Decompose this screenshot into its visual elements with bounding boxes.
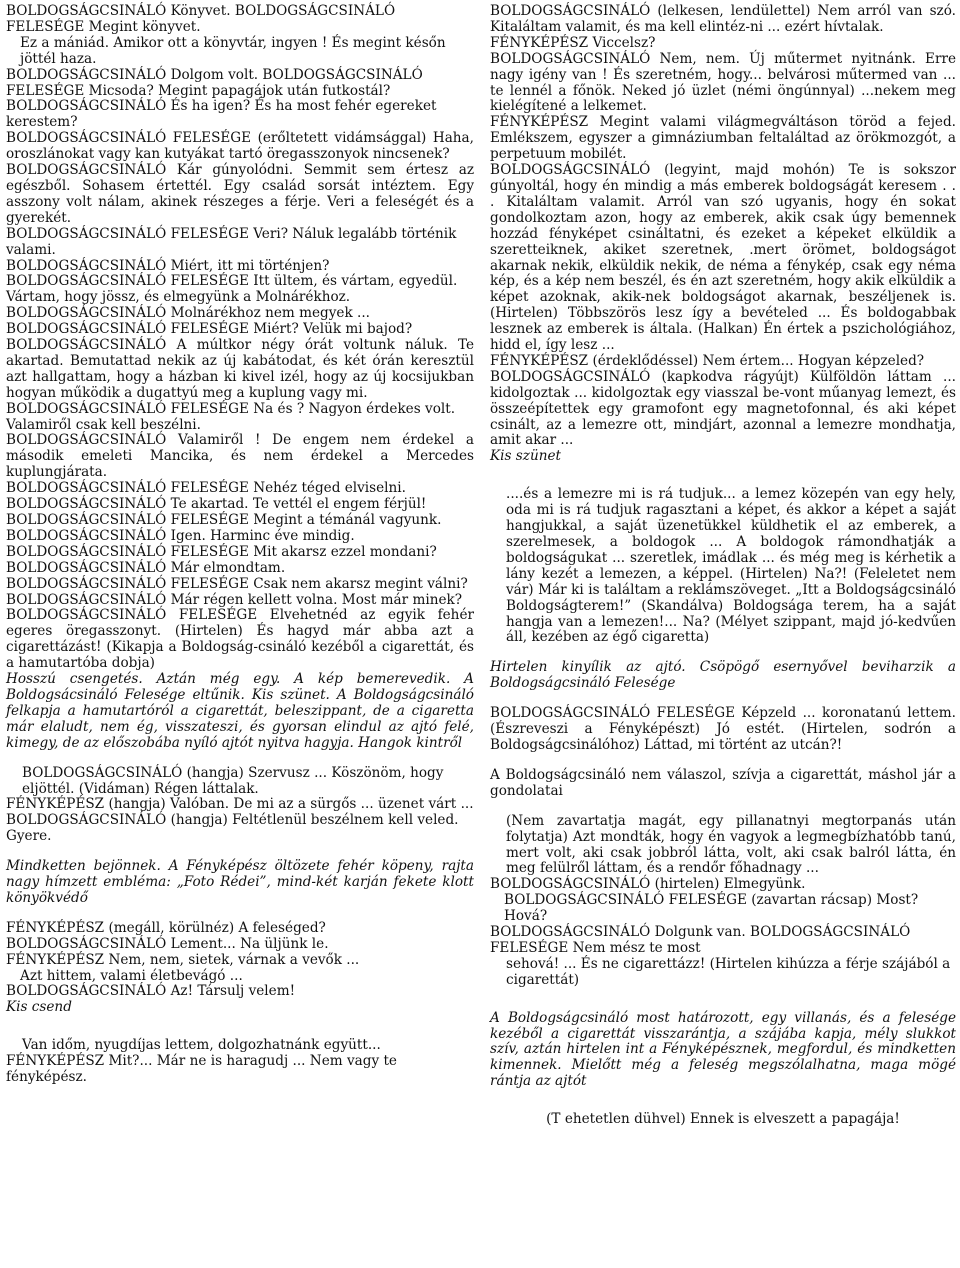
right-paragraph: FÉNYKÉPÉSZ Megint valami világmegváltáson töröd a fejed. Emlékszem, egyszer a gimnáziumban feltaláltad az örökmozgót, a perpetuum mobilét. — [490, 114, 956, 163]
left-paragraph: BOLDOGSÁGCSINÁLÓ Miért, itt mi történjen? — [6, 257, 330, 274]
left-paragraph: BOLDOGSÁGCSINÁLÓ Könyvet. BOLDOGSÁGCSINÁLÓ FELESÉGE Megint könyvet. — [6, 3, 396, 35]
left-paragraph: BOLDOGSÁGCSINÁLÓ FELESÉGE Csak nem akarsz megint válni? — [6, 575, 468, 592]
right-paragraph: BOLDOGSÁGCSINÁLÓ Dolgunk van. BOLDOGSÁGCSINÁLÓ FELESÉGE Nem mész te most — [490, 924, 911, 956]
left-paragraph: BOLDOGSÁGCSINÁLÓ FELESÉGE Na és ? Nagyon érdekes volt. Valamiről csak kell beszélni. — [6, 400, 456, 433]
left-paragraph: BOLDOGSÁGCSINÁLÓ FELESÉGE (erőltetett vidámsággal) Haha, oroszlánokat vagy kan kutyákat tartó öregasszonyok nincsenek? — [6, 130, 474, 163]
left-paragraph: FÉNYKÉPÉSZ Mit?... Már ne is haragudj ... Nem vagy te fényképész. — [6, 1053, 397, 1086]
left-paragraph: Azt hittem, valami életbevágó ... — [20, 967, 243, 984]
right-column — [490, 4, 956, 1128]
right-paragraph: BOLDOGSÁGCSINÁLÓ (hirtelen) Elmegyünk. — [490, 876, 806, 893]
left-paragraph: BOLDOGSÁGCSINÁLÓ FELESÉGE Itt ültem, és vártam, egyedül. Vártam, hogy jössz, és elmegyünk a Molnárékhoz. — [6, 273, 458, 306]
left-paragraph: BOLDOGSÁGCSINÁLÓ A múltkor négy órát voltunk náluk. Te akartad. Bemutattad nekik az új kabátodat, és két órán keresztül azt hallgattam, hogy a házban ki kivel izél, hogy az új kocsijukban hogyan működik a dugattyú meg a kuplung vagy mi. — [6, 337, 474, 401]
right-paragraph: BOLDOGSÁGCSINÁLÓ (kapkodva rágyújt) Külföldön láttam ... kidolgoztak ... kidolgoztak egy viasszal be-vont műanyag lemezt, és összeépítettek egy gramofont egy magnetofonnal, és aki képet csinált, az a lemezre ott, mindjárt, azonnal a lemezre mondhatja, amit akar ... — [490, 368, 956, 449]
right-paragraph: BOLDOGSÁGCSINÁLÓ FELESÉGE Képzeld ... koronatanú lettem. (Észreveszi a Fényképészt) Jó estét. (Hirtelen, sodrón a Boldogságcsinálóhoz) Láttad, mi történt az utcán?! — [490, 705, 956, 753]
left-paragraph: BOLDOGSÁGCSINÁLÓ Te akartad. Te vettél el engem férjül! — [6, 496, 427, 513]
right-paragraph: sehová! ... És ne cigarettázz! (Hirtelen kihúzza a férje szájából a cigarettát) — [506, 955, 951, 988]
left-paragraph: FÉNYKÉPÉSZ Nem, nem, sietek, várnak a vevők ... — [6, 951, 360, 968]
left-paragraph: BOLDOGSÁGCSINÁLÓ Már elmondtam. — [6, 559, 286, 576]
right-paragraph: FÉNYKÉPÉSZ Viccelsz? — [490, 34, 656, 51]
left-paragraph: BOLDOGSÁGCSINÁLÓ És ha igen? És ha most fehér egereket kerestem? — [6, 98, 437, 131]
left-column — [6, 4, 474, 1086]
left-paragraph: BOLDOGSÁGCSINÁLÓ Az! Társulj velem! — [6, 983, 296, 1000]
right-paragraph: FÉNYKÉPÉSZ (érdeklődéssel) Nem értem... Hogyan képzeled? — [490, 352, 925, 369]
left-paragraph: BOLDOGSÁGCSINÁLÓ Lement... Na üljünk le. — [6, 935, 329, 952]
left-stage-direction: Mindketten bejönnek. A Fényképész öltözete fehér köpeny, rajta nagy hímzett embléma: „Foto Rédei”, mind-két karján fekete klott könyökvédő — [6, 858, 474, 906]
left-paragraph: BOLDOGSÁGCSINÁLÓ (hangja) Szervusz ... Köszönöm, hogy eljöttél. (Vidáman) Régen láttalak. — [22, 764, 444, 797]
left-paragraph: BOLDOGSÁGCSINÁLÓ Igen. Harminc éve mindig. — [6, 527, 355, 544]
left-paragraph: BOLDOGSÁGCSINÁLÓ Kár gúnyolódni. Semmit sem értesz az egészből. Sohasem értettél. Egy család sorsát intéztem. Egy asszony volt nálam, akinek részeges a férje. Veri a feleségét és a gyerekét. — [6, 162, 474, 226]
right-paragraph: (Nem zavartatja magát, egy pillanatnyi megtorpanás után folytatja) Azt mondták, hogy én vagyok a legmegbízhatóbb tanú, mert volt, aki csak jobbról látta, volt, aki csak balról látta, én meg felülről láttam, és a rendőr főhadnagy ... — [506, 812, 956, 877]
right-paragraph: A Boldogságcsináló nem válaszol, szívja a cigarettát, máshol jár a gondolatai — [490, 766, 956, 799]
right-paragraph: (T ehetetlen dühvel) Ennek is elveszett a papagája! — [546, 1111, 900, 1128]
right-paragraph: BOLDOGSÁGCSINÁLÓ (lelkesen, lendülettel) Nem arról van szó. Kitaláltam valamit, és ma kell elintéz-ni ... ezért hívtalak. — [490, 3, 956, 35]
left-paragraph: BOLDOGSÁGCSINÁLÓ FELESÉGE Nehéz téged elviselni. — [6, 480, 406, 497]
left-paragraph: BOLDOGSÁGCSINÁLÓ FELESÉGE Veri? Náluk legalább történik valami. — [6, 225, 457, 258]
right-stage-direction: Hirtelen kinyílik az ajtó. Csöpögő esernyővel beviharzik a Boldogságcsináló Felesége — [490, 659, 956, 692]
left-paragraph: FÉNYKÉPÉSZ (hangja) Valóban. De mi az a sürgős ... üzenet várt ... — [6, 796, 474, 813]
left-paragraph: FÉNYKÉPÉSZ (megáll, körülnéz) A feleséged? — [6, 919, 326, 936]
right-paragraph: BOLDOGSÁGCSINÁLÓ FELESÉGE (zavartan rácsap) Most? Hová? — [504, 892, 919, 925]
left-paragraph: Ez a mániád. Amikor ott a könyvtár, ingyen ! És megint későn jöttél haza. — [20, 34, 446, 67]
right-paragraph: BOLDOGSÁGCSINÁLÓ (legyint, majd mohón) Te is sokszor gúnyoltál, hogy én mindig a más emberek boldogságát keresem . . . Kitaláltam valamit. Arról van szó ugyanis, hogy én sokat gondolkoztam azon, hogy az emberek, akik csak úgy bemennek hozzád fényképet csináltatni, és ezeket a képeket elküldik a szeretteiknek, akiket szeretnek, .mert örömet, boldogságot akarnak nekik, elküldik nekik, de néma a fénykép, csak egy néma kép, és a kép nem beszél, és én azt szeretném, hogy akik elküldik a képet azoknak, akik-nek boldogságot akarnak, beszéljenek is. (Hirtelen) Többszörös lesz így a bevételed ... És boldogabbak lesznek az emberek is általa. (Halkan) Én értek a pszichológiához, hidd el, így lesz ... — [490, 162, 956, 354]
left-paragraph: BOLDOGSÁGCSINÁLÓ Valamiről ! De engem nem érdekel a második emeleti Mancika, és nem érdekel a Mercedes kuplungjárata. — [6, 432, 474, 481]
left-stage-direction: Hosszú csengetés. Aztán még egy. A kép bemerevedik. A Boldogsácsináló Felesége eltűnik. Kis szünet. A Boldogságcsináló felkapja a hamutartóról a cigarettát, beleszippant, de a cigaretta már elaludt, nem ég, visszateszi, és gyorsan elindul az ajtó felé, kimegy, de az előszobába nyíló ajtót nyitva hagyja. Hangok kintről — [6, 671, 474, 751]
left-paragraph: BOLDOGSÁGCSINÁLÓ Már régen kellett volna. Most már minek? — [6, 591, 463, 608]
right-stage-direction: A Boldogságcsináló most határozott, egy villanás, és a felesége kezéből a cigarettát visszarántja, a szájába kapja, mély slukkot szív, aztán hirtelen int a Fényképésznek, megfordul, és mindketten kimennek. Mielőtt még a feleség megszólalhatna, maga mögé rántja az ajtót — [490, 1009, 956, 1090]
left-paragraph: BOLDOGSÁGCSINÁLÓ FELESÉGE Mit akarsz ezzel mondani? — [6, 543, 437, 560]
left-paragraph: BOLDOGSÁGCSINÁLÓ FELESÉGE Megint a témánál vagyunk. — [6, 512, 442, 528]
left-paragraph: Van időm, nyugdíjas lettem, dolgozhatnánk együtt... — [22, 1037, 381, 1054]
left-paragraph: BOLDOGSÁGCSINÁLÓ FELESÉGE Miért? Velük mi bajod? — [6, 321, 413, 338]
left-stage-direction: Kis csend — [6, 999, 72, 1016]
left-paragraph: BOLDOGSÁGCSINÁLÓ Dolgom volt. BOLDOGSÁGCSINÁLÓ FELESÉGE Micsoda? Megint papagájok után futkostál? — [6, 66, 423, 99]
left-paragraph: BOLDOGSÁGCSINÁLÓ FELESÉGE Elvehetnéd az egyik fehér egeres öregasszonyt. (Hirtelen) És hagyd már abba azt a cigarettázást! (Kikapja a Boldogság-csináló kezéből a cigarettát, és a hamutartóba dobja) — [6, 607, 474, 672]
right-paragraph: ....és a lemezre mi is rá tudjuk... a lemez közepén van egy hely, oda mi is rá tudjuk ragasztani a képet, és akkor a képet a saját hangjukkal, a saját üzenetükkel küldhetik el az emberek, a szerelmesek, a boldogok ... A boldogok rámondhatják a boldogságukat ... szeretlek, imádlak ... és még meg is kérhetik a lány kezét a lemezen, a képpel. (Hirtelen) Na?! (Feleletet nem vár) Már ki is találtam a reklámszöveget. „Itt a Boldogságcsináló Boldogságterem!” (Skandálva) Boldogsága terem, ha a saját hangja van a lemezen!... Na? (Mélyet szippant, majd jó-kedvűen áll, kezében az égő cigaretta) — [506, 486, 956, 646]
right-stage-direction: Kis szünet — [490, 448, 561, 465]
left-paragraph: BOLDOGSÁGCSINÁLÓ (hangja) Feltétlenül beszélnem kell veled. Gyere. — [6, 812, 459, 845]
right-paragraph: BOLDOGSÁGCSINÁLÓ Nem, nem. Új műtermet nyitnánk. Erre nagy igény van ! És szeretném, hogy... belvárosi műtermed van ... te lennél a főnök. Neked jó üzlet (némi öngúnnyal) ...nekem meg kielégítené a lelkemet. — [490, 50, 956, 115]
left-paragraph: BOLDOGSÁGCSINÁLÓ Molnárékhoz nem megyek ... — [6, 305, 370, 322]
